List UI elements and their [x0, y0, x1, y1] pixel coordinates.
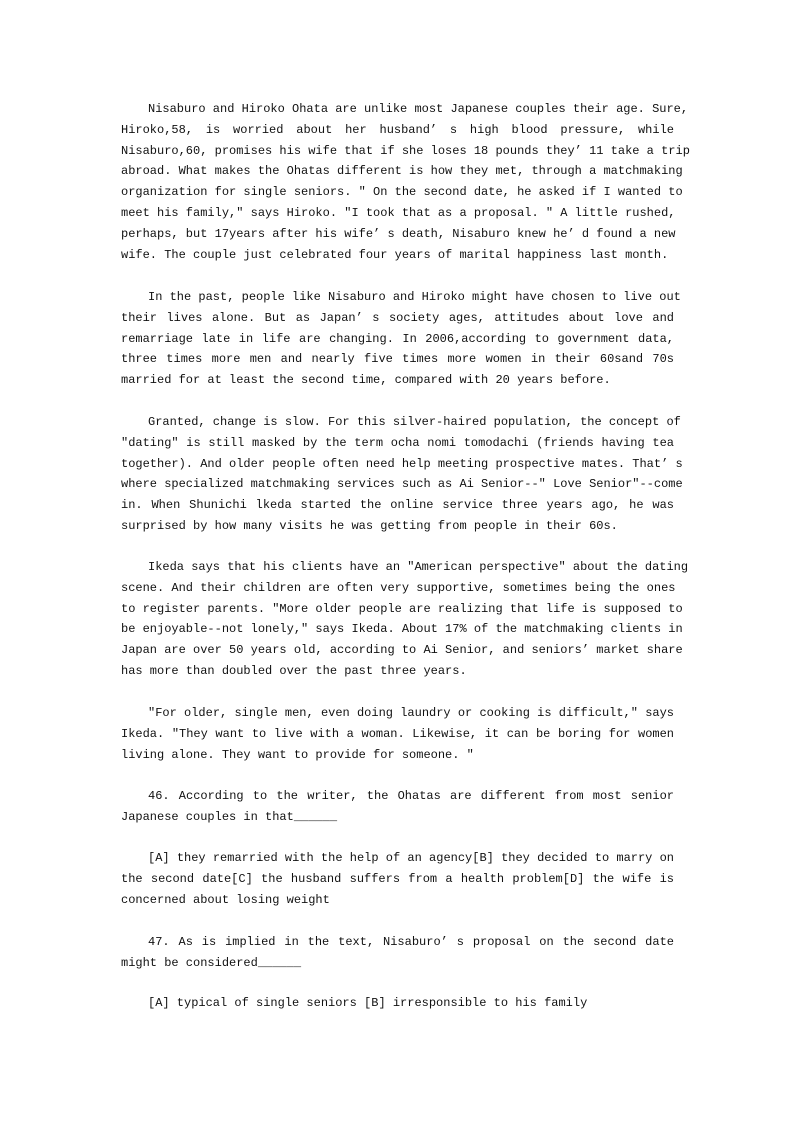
text-line: surprised by how many visits he was getting from people in their 60s.	[121, 518, 618, 533]
paragraph	[121, 848, 674, 910]
text-line: where specialized matchmaking services such as Ai Senior--″ Love Senior″--come	[121, 477, 683, 492]
text-line: has more than doubled over the past three years.	[121, 663, 467, 678]
text-line: perhaps, but 17years after his wife’ s death, Nisaburo knew he’ d found a new	[121, 226, 676, 241]
text-line: Ikeda says that his clients have an ″American perspective″ about the dating	[148, 560, 689, 574]
paragraph	[121, 557, 689, 682]
text-line: Japan are over 50 years old, according to Ai Senior, and seniors’ market share	[121, 643, 683, 658]
text-line: married for at least the second time, compared with 20 years before.	[121, 373, 611, 388]
text-line: remarriage late in life are changing. In 2006,according to government data,	[121, 331, 674, 346]
paragraph	[121, 99, 690, 265]
text-line: scene. And their children are often very supportive, sometimes being the ones	[121, 580, 676, 595]
text-line: might be considered______	[121, 955, 302, 970]
text-line: Japanese couples in that______	[121, 809, 338, 824]
paragraph	[121, 703, 674, 765]
text-line: ″For older, single men, even doing laundry or cooking is difficult,″ says	[148, 706, 674, 720]
text-line: their lives alone. But as Japan’ s society ages, attitudes about love and	[121, 310, 674, 325]
text-line: organization for single seniors. ″ On the second date, he asked if I wanted to	[121, 185, 683, 200]
paragraph	[121, 786, 674, 828]
text-line: to register parents. ″More older people are realizing that life is supposed to	[121, 601, 683, 616]
text-line: Hiroko,58, is worried about her husband’ s high blood pressure, while	[121, 122, 674, 137]
text-line: wife. The couple just celebrated four years of marital happiness last month.	[121, 247, 669, 262]
paragraph	[121, 932, 674, 974]
text-line: Nisaburo and Hiroko Ohata are unlike most Japanese couples their age. Sure,	[148, 102, 689, 116]
text-line: [A] typical of single seniors [B] irresponsible to his family	[148, 996, 588, 1010]
text-line: 46. According to the writer, the Ohatas are different from most senior	[148, 789, 674, 803]
paragraph	[121, 412, 683, 537]
text-line: abroad. What makes the Ohatas different is how they met, through a matchmaking	[121, 164, 683, 179]
text-line: Granted, change is slow. For this silver-haired population, the concept of	[148, 415, 681, 429]
text-line: Nisaburo,60, promises his wife that if she loses 18 pounds they’ 11 take a trip	[121, 143, 690, 158]
text-line: three times more men and nearly five times more women in their 60sand 70s	[121, 352, 674, 367]
text-line: in. When Shunichi lkeda started the online service three years ago, he was	[121, 498, 674, 513]
text-line: In the past, people like Nisaburo and Hiroko might have chosen to live out	[148, 290, 681, 304]
text-line: [A] they remarried with the help of an agency[B] they decided to marry on	[148, 851, 674, 865]
text-line: concerned about losing weight	[121, 892, 330, 907]
text-line: together). And older people often need help meeting prospective mates. That’ s	[121, 456, 683, 471]
paragraph	[121, 993, 674, 1014]
text-line: 47. As is implied in the text, Nisaburo’ s proposal on the second date	[148, 935, 674, 949]
text-line: living alone. They want to provide for someone. ″	[121, 747, 474, 762]
text-line: meet his family,″ says Hiroko. ″I took that as a proposal. ″ A little rushed,	[121, 205, 676, 220]
text-line: ″dating″ is still masked by the term ocha nomi tomodachi (friends having tea	[121, 435, 674, 450]
text-line: be enjoyable--not lonely,″ says Ikeda. About 17% of the matchmaking clients in	[121, 622, 683, 637]
text-line: Ikeda. ″They want to live with a woman. Likewise, it can be boring for women	[121, 726, 674, 741]
paragraph	[121, 287, 681, 391]
text-line: the second date[C] the husband suffers from a health problem[D] the wife is	[121, 871, 674, 886]
